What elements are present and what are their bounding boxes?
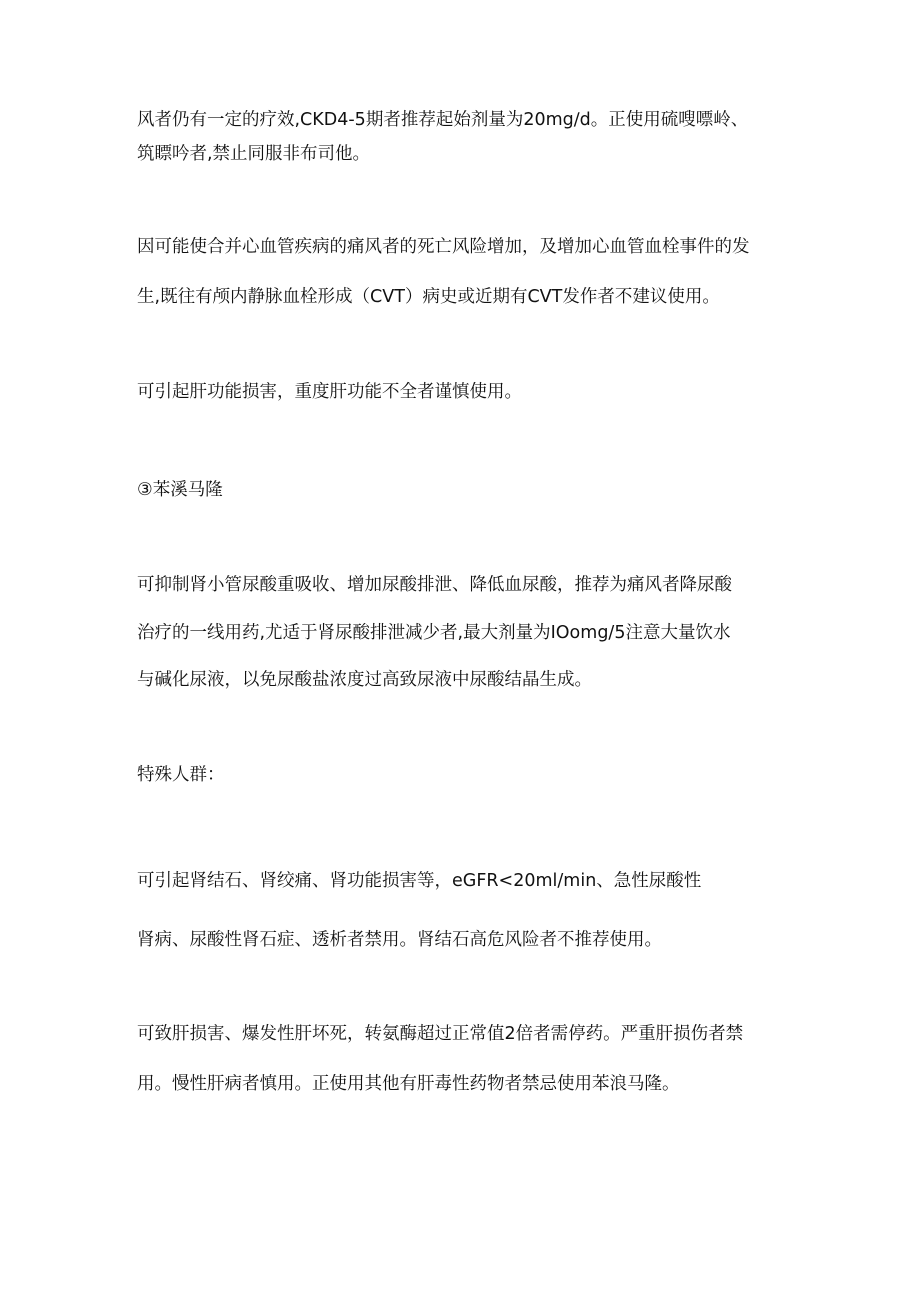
text-line: 可引起肝功能损害，重度肝功能不全者谨慎使用。 (137, 382, 522, 402)
text-line: 筑瞟吟者,禁止同服非布司他。 (137, 144, 371, 164)
text-line: 用。慢性肝病者慎用。正使用其他有肝毒性药物者禁忌使用苯浪马隆。 (137, 1074, 680, 1094)
text-line: 治疗的一线用药,尤适于肾尿酸排泄减少者,最大剂量为IOomg/5注意大量饮水 (137, 623, 731, 643)
section-heading: ③苯溪马隆 (137, 480, 223, 500)
text-line: 风者仍有一定的疗效,CKD4-5期者推荐起始剂量为20mg∕d。正使用硫嗖嘌岭、 (137, 110, 749, 130)
text-line: 可引起肾结石、肾绞痛、肾功能损害等，eGFR<20ml/min、急性尿酸性 (137, 871, 702, 891)
text-line: 肾病、尿酸性肾石症、透析者禁用。肾结石高危风险者不推荐使用。 (137, 930, 662, 950)
text-line: 可抑制肾小管尿酸重吸收、增加尿酸排泄、降低血尿酸，推荐为痛风者降尿酸 (137, 575, 732, 595)
text-line: 可致肝损害、爆发性肝坏死，转氨酶超过正常值2倍者需停药。严重肝损伤者禁 (137, 1024, 744, 1044)
subheading: 特殊人群： (137, 765, 225, 785)
text-line: 与碱化尿液，以免尿酸盐浓度过高致尿液中尿酸结晶生成。 (137, 670, 592, 690)
text-line: 因可能使合并心血管疾病的痛风者的死亡风险增加，及增加心血管血栓事件的发 (137, 237, 750, 257)
text-line: 生,既往有颅内静脉血栓形成（CVT）病史或近期有CVT发作者不建议使用。 (137, 287, 720, 307)
